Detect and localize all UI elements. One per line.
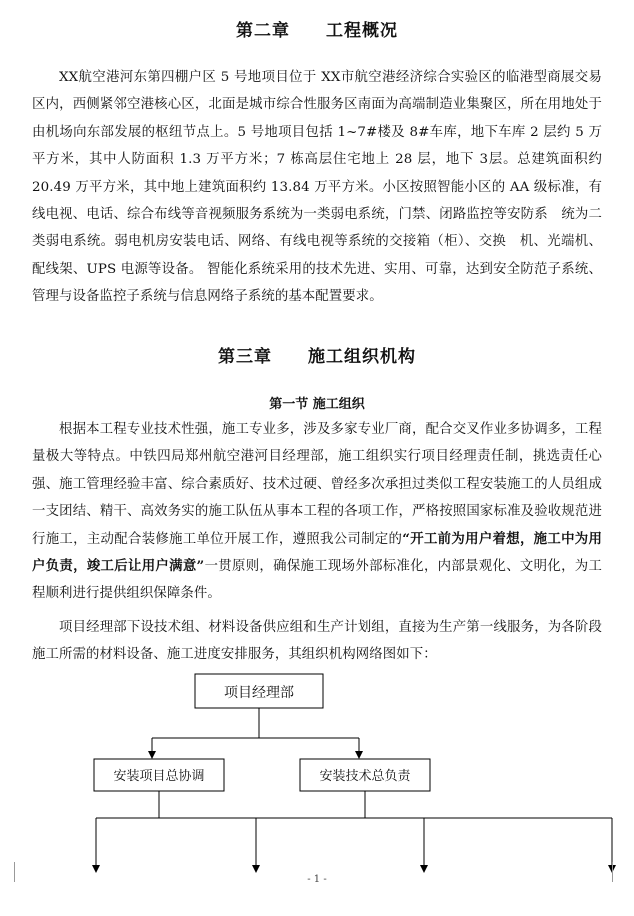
chapter-2-title: 工程概况 [326,21,398,41]
org-label-install-technical: 安装技术总负责 [319,769,411,784]
org-arrow-right-icon [355,751,363,759]
margin-mark-right [612,862,623,882]
chapter-2-heading [0,16,634,41]
organization-paragraph-text-a: 根据本工程专业技术性强，施工专业多，涉及多家专业厂商，配合交叉作业多协调多，工程量极大等特点。中铁四局郑州航空港河目经理部，施工组织实行项目经理责任制，挑选责任心强、施工管理经验丰富、综合素质好、技术过硬、曾经多次承担过类似工程安装施工的人员组成一支团结、精干、高效务实的施工队伍从事本工程的各项工作，严格按照国家标准及验收规范进行施工，主动配合装修施工单位开展工作，遵照我公司制定的 [32,422,602,547]
chapter-3-title: 施工组织机构 [308,347,416,367]
chapter-3-number: 第三章 [218,347,272,367]
org-label-project-manager: 项目经理部 [224,685,294,701]
organization-paragraph-text-b: 一贯原则，确保施工现场外部标准化，内部景观化、文明化，为工程顺利进行提供组织保障条件。 [32,559,602,602]
org-arrow-2-icon [252,865,260,873]
org-arrow-3-icon [420,865,428,873]
org-chart [0,660,634,880]
principle-quote: “开工前为用户着想，施工中为用户负责，竣工后让用户满意” [32,530,603,575]
org-arrow-1-icon [92,865,100,873]
structure-paragraph: 项目经理部下设技术组、材料设备供应组和生产计划组，直接为生产第一线服务，为各阶段施工所需的材料设备、施工进度安排服务，其组织机构网络图如下： [32,620,602,663]
org-label-install-coordination: 安装项目总协调 [113,769,205,784]
page-number: - 1 - [307,874,327,885]
org-arrow-left-icon [148,751,156,759]
chapter-3-heading [0,342,634,367]
overview-paragraph: XX航空港河东第四棚户区 5 号地项目位于 XX市航空港经济综合实验区的临港型商展交易区内，西侧紧邻空港核心区，北面是城市综合性服务区南面为高端制造业集聚区，所在用地处于由机场向东部发展的枢纽节点上。5 号地项目包括 1~7#楼及 8#车库，地下车库 2 层约 5 万平方米，其中人防面积 1.3 万平方米；7 栋高层住宅地上 28 层，地下 3层。总建筑面积约 20.49 万平方米，其中地上建筑面积约 13.84 万平方米。小区按照智能小区的 AA 级标准，有线电视、电话、综合布线等音视频服务系统为一类弱电系统，门禁、闭路监控等安防系 统为二类弱电系统。弱电机房安装电话、网络、有线电视等系统的交接箱（柜）、交换 机、光端机、配线架、UPS 电源等设备。 智能化系统采用的技术先进、实用、可靠，达到安全防范子系统、 管理与设备监控子系统与信息网络子系统的基本配置要求。 [32,70,602,305]
organization-paragraph [32,416,602,608]
margin-mark-left-inner [14,862,22,882]
chapter-2-number: 第二章 [236,21,290,41]
section-1-heading: 第一节 施工组织 [269,397,365,412]
